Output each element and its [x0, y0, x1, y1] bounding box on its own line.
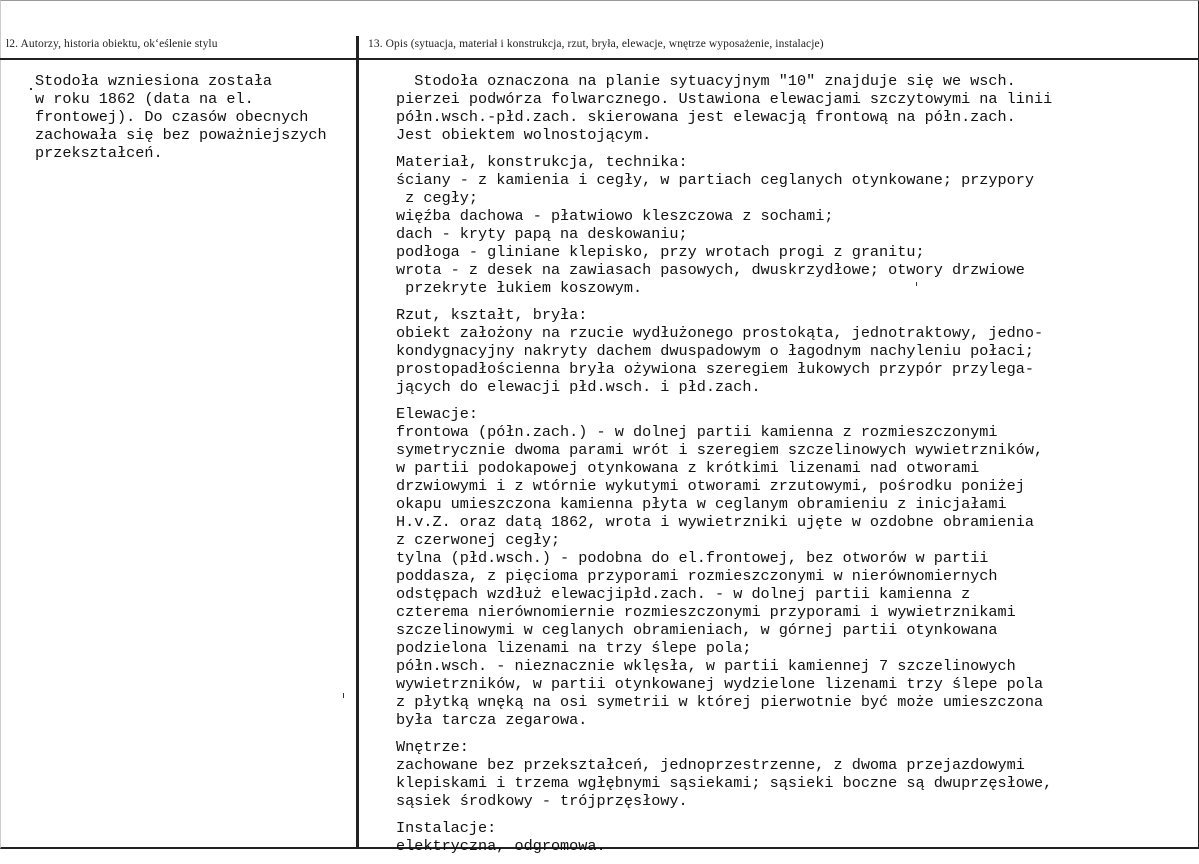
- authors-history-text: Stodoła wzniesiona została w roku 1862 (data na el. frontowej). Do czasów obecnych zachowała się bez poważniejszych przekształceń.: [35, 72, 327, 162]
- header-rule: [0, 58, 1199, 60]
- description-elevations: Elewacje: frontowa (półn.zach.) - w dolnej partii kamienna z rozmieszczonymi symetrycznie dwoma parami wrót i szeregiem szczelinowych wywietrzników, w partii podokapowej otynkowana z krótkimi lizenami nad otworami drzwiowymi i z wtórnie wykutymi otworami zrzutowymi, pośrodku poniżej okapu umieszczona kamienna płyta w ceglanym obramieniu z inicjałami H.v.Z. oraz datą 1862, wrota i wywietrzniki ujęte w ozdobne obramienia z czerwonej cegły; tylna (płd.wsch.) - podobna do el.frontowej, bez otworów w partii poddasza, z pięcioma przyporami rozmieszczonymi w nierównomiernych odstępach wzdłuż elewacjipłd.zach. - w dolnej partii kamienna z czterema nierównomiernie rozmieszczonymi przyporami i wywietrznikami szczelinowymi w ceglanych obramieniach, w górnej partii otynkowana podzielona lizenami na trzy ślepe pola; półn.wsch. - nieznacznie wklęsła, w partii kamiennej 7 szczelinowych wywietrzników, w partii otynkowanej wydzielone lizenami trzy ślepe pola z płytką wnęką na osi symetrii w której pierwotnie być może umieszczona była tarcza zegarowa.: [396, 405, 1044, 729]
- description-situation: Stodoła oznaczona na planie sytuacyjnym "10" znajduje się we wsch. pierzei podwórza folwarcznego. Ustawiona elewacjami szczytowymi na linii półn.wsch.-płd.zach. skierowana jest elewacją frontową na półn.zach. Jest obiektem wolnostojącym.: [396, 72, 1053, 144]
- description-interior: Wnętrze: zachowane bez przekształceń, jednoprzestrzenne, z dwoma przejazdowymi klepiskami i trzema wgłębnymi sąsiekami; sąsieki boczne są dwuprzęsłowe, sąsiek środkowy - trójprzęsłowy.: [396, 738, 1053, 810]
- description-material-construction: Materiał, konstrukcja, technika: ściany - z kamienia i cegły, w partiach ceglanych otynkowane; przypory z cegły; więźba dachowa - płatwiowo kleszczowa z sochami; dach - kryty papą na deskowaniu; podłoga - gliniane klepisko, przy wrotach progi z granitu; wrota - z desek na zawiasach pasowych, dwuskrzydłowe; otwory drzwiowe przekryte łukiem koszowym.: [396, 153, 1034, 297]
- description-installations: Instalacje: elektryczna, odgromowa.: [396, 819, 606, 855]
- section-13-header: 13. Opis (sytuacja, materiał i konstrukcja, rzut, bryła, elewacje, wnętrze wyposażenie, instalacje): [368, 38, 824, 50]
- section-12-header: l2. Autorzy, historia obiektu, okʻeślenie stylu: [6, 38, 218, 50]
- scan-speck: [343, 693, 344, 698]
- description-body: [396, 72, 1186, 864]
- scan-speck: [30, 88, 32, 90]
- description-plan-massing: Rzut, kształt, bryła: obiekt założony na rzucie wydłużonego prostokąta, jednotraktowy, jedno- kondygnacyjny nakryty dachem dwuspadowym o łagodnym nachyleniu połaci; prostopadłościenna bryła ożywiona szeregiem łukowych przypór przylega- jących do elewacji płd.wsch. i płd.zach.: [396, 306, 1044, 396]
